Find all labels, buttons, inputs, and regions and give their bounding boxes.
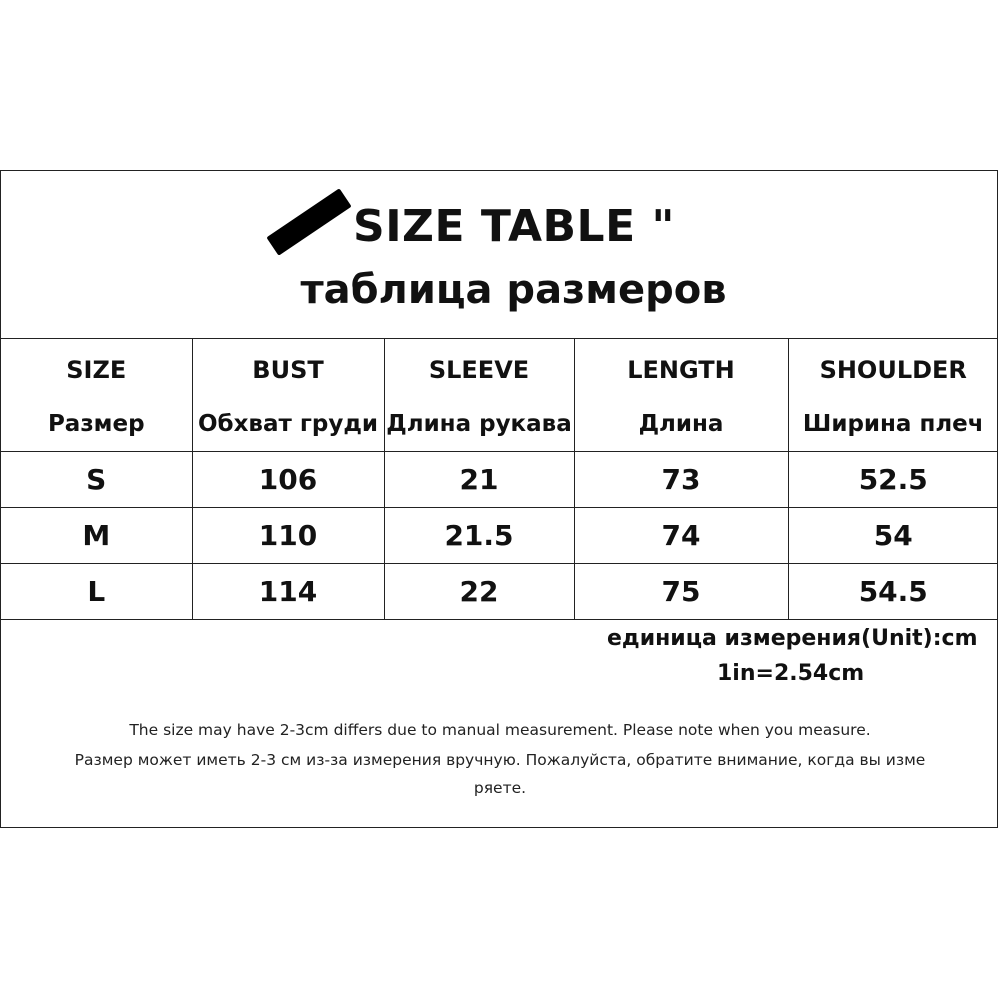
column-header-ru: Обхват груди <box>197 410 379 437</box>
cell-size: M <box>1 507 192 563</box>
cell-sleeve: 22 <box>384 563 574 619</box>
cell-size: S <box>1 451 192 507</box>
unit-label: единица измерения(Unit):cm <box>607 626 978 651</box>
column-header-sleeve <box>384 339 574 451</box>
table-row <box>1 563 998 619</box>
note-english: The size may have 2-3cm differs due to manual measurement. Please note when you measure. <box>129 721 871 739</box>
cell-bust: 106 <box>192 451 384 507</box>
column-header-ru: Длина <box>638 410 724 437</box>
column-header-en: SHOULDER <box>819 355 967 384</box>
column-header-en: BUST <box>252 355 324 384</box>
table-row <box>1 451 998 507</box>
cell-length: 73 <box>574 451 788 507</box>
cell-shoulder: 52.5 <box>788 451 998 507</box>
column-header-length <box>574 339 788 451</box>
size-chart-sheet <box>0 170 998 828</box>
cell-shoulder: 54.5 <box>788 563 998 619</box>
column-header-en: SIZE <box>66 355 127 384</box>
column-header-ru: Размер <box>47 410 145 437</box>
table-header-row <box>1 339 998 451</box>
note-russian-continued: ряете. <box>473 779 527 797</box>
note-russian: Размер может иметь 2-3 см из-за измерения вручную. Пожалуйста, обратите внимание, когда вы изме <box>74 751 926 769</box>
column-header-ru: Ширина плеч <box>802 410 984 437</box>
size-table <box>1 339 998 620</box>
column-header-shoulder <box>788 339 998 451</box>
column-header-bust <box>192 339 384 451</box>
cell-bust: 110 <box>192 507 384 563</box>
cell-sleeve: 21.5 <box>384 507 574 563</box>
cell-size: L <box>1 563 192 619</box>
size-chart-header <box>1 171 997 339</box>
cell-length: 75 <box>574 563 788 619</box>
table-row <box>1 507 998 563</box>
title-russian: таблица размеров <box>300 267 727 313</box>
slash-decoration-icon <box>266 188 351 255</box>
cell-sleeve: 21 <box>384 451 574 507</box>
column-header-ru: Длина рукава <box>386 410 572 437</box>
inch-conversion: 1in=2.54cm <box>717 661 865 686</box>
column-header-size <box>1 339 192 451</box>
cell-bust: 114 <box>192 563 384 619</box>
cell-length: 74 <box>574 507 788 563</box>
column-header-en: SLEEVE <box>428 355 530 384</box>
title-english: SIZE TABLE " <box>353 201 675 252</box>
cell-shoulder: 54 <box>788 507 998 563</box>
column-header-en: LENGTH <box>627 355 735 384</box>
